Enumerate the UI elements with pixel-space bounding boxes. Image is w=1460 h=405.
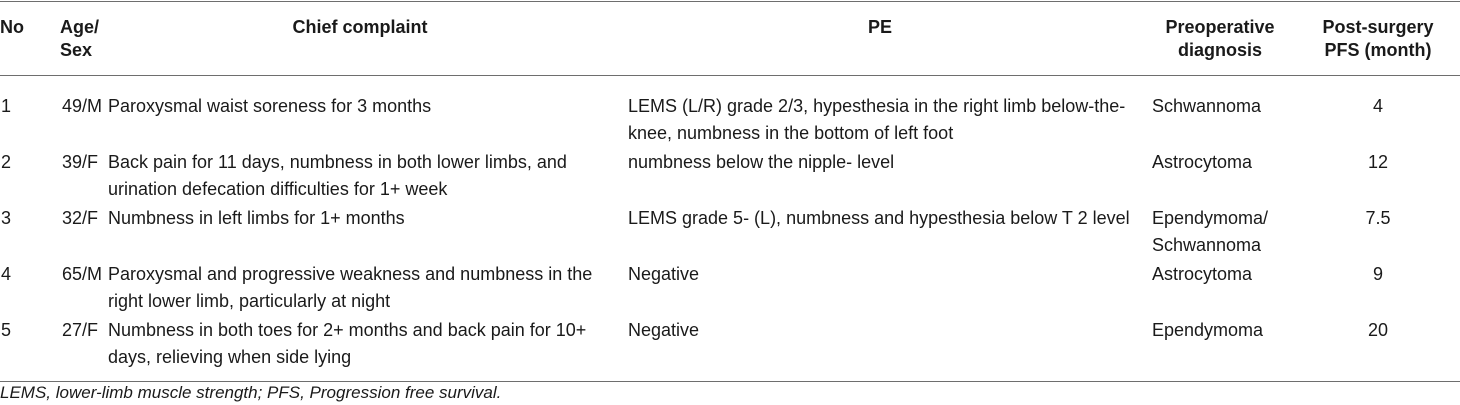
header-no: No [0, 17, 24, 37]
cell-preop-diagnosis: Ependymoma [1152, 320, 1264, 340]
cell-pfs: 7.5 [1365, 208, 1391, 228]
cell-no: 2 [1, 152, 12, 172]
cell-age-sex: 49/M [62, 96, 103, 116]
table-row [0, 76, 1460, 148]
cell-chief-complaint: Numbness in both toes for 2+ months and back pain for 10+ days, relieving when side lying [108, 320, 587, 367]
cell-pe: LEMS grade 5- (L), numbness and hypesthesia below T 2 level [628, 208, 1130, 228]
table-header [0, 2, 1460, 76]
cell-no: 3 [1, 208, 12, 228]
cell-pfs: 20 [1367, 320, 1389, 340]
table-body [0, 76, 1460, 382]
table-row [0, 147, 1460, 203]
cell-pfs: 12 [1367, 152, 1389, 172]
cell-preop-diagnosis: Astrocytoma [1152, 264, 1253, 284]
cell-preop-diagnosis: Astrocytoma [1152, 152, 1253, 172]
cell-no: 4 [1, 264, 12, 284]
cell-pe: LEMS (L/R) grade 2/3, hypesthesia in the right limb below-the-knee, numbness in the bottom of left foot [628, 96, 1126, 143]
cell-pfs: 9 [1372, 264, 1383, 284]
cell-age-sex: 39/F [62, 152, 99, 172]
header-row [0, 2, 1460, 76]
cell-pfs: 4 [1372, 96, 1383, 116]
cell-preop-diagnosis: Schwannoma [1152, 96, 1262, 116]
table-footnote: LEMS, lower-limb muscle strength; PFS, Progression free survival. [0, 383, 502, 402]
table-row [0, 203, 1460, 259]
cell-no: 5 [1, 320, 12, 340]
header-age-sex: Age/ Sex [60, 17, 100, 60]
header-preop-diagnosis: Preoperative diagnosis [1165, 17, 1275, 60]
table-row [0, 259, 1460, 315]
cell-age-sex: 65/M [62, 264, 103, 284]
cell-preop-diagnosis: Ependymoma/ Schwannoma [1152, 208, 1269, 255]
cell-pe: Negative [628, 264, 700, 284]
cell-pe: numbness below the nipple- level [628, 152, 895, 172]
table-row [0, 315, 1460, 382]
cell-chief-complaint: Back pain for 11 days, numbness in both lower limbs, and urination defecation difficulties for 1+ week [108, 152, 567, 199]
header-pe: PE [867, 17, 892, 37]
cell-chief-complaint: Paroxysmal and progressive weakness and numbness in the right lower limb, particularly at night [108, 264, 593, 311]
header-post-surgery-pfs: Post-surgery PFS (month) [1322, 17, 1434, 60]
cell-age-sex: 27/F [62, 320, 99, 340]
cell-age-sex: 32/F [62, 208, 99, 228]
header-chief-complaint: Chief complaint [292, 17, 428, 37]
cell-chief-complaint: Paroxysmal waist soreness for 3 months [108, 96, 432, 116]
cell-no: 1 [1, 96, 12, 116]
clinical-table [0, 1, 1460, 382]
cell-pe: Negative [628, 320, 700, 340]
cell-chief-complaint: Numbness in left limbs for 1+ months [108, 208, 405, 228]
